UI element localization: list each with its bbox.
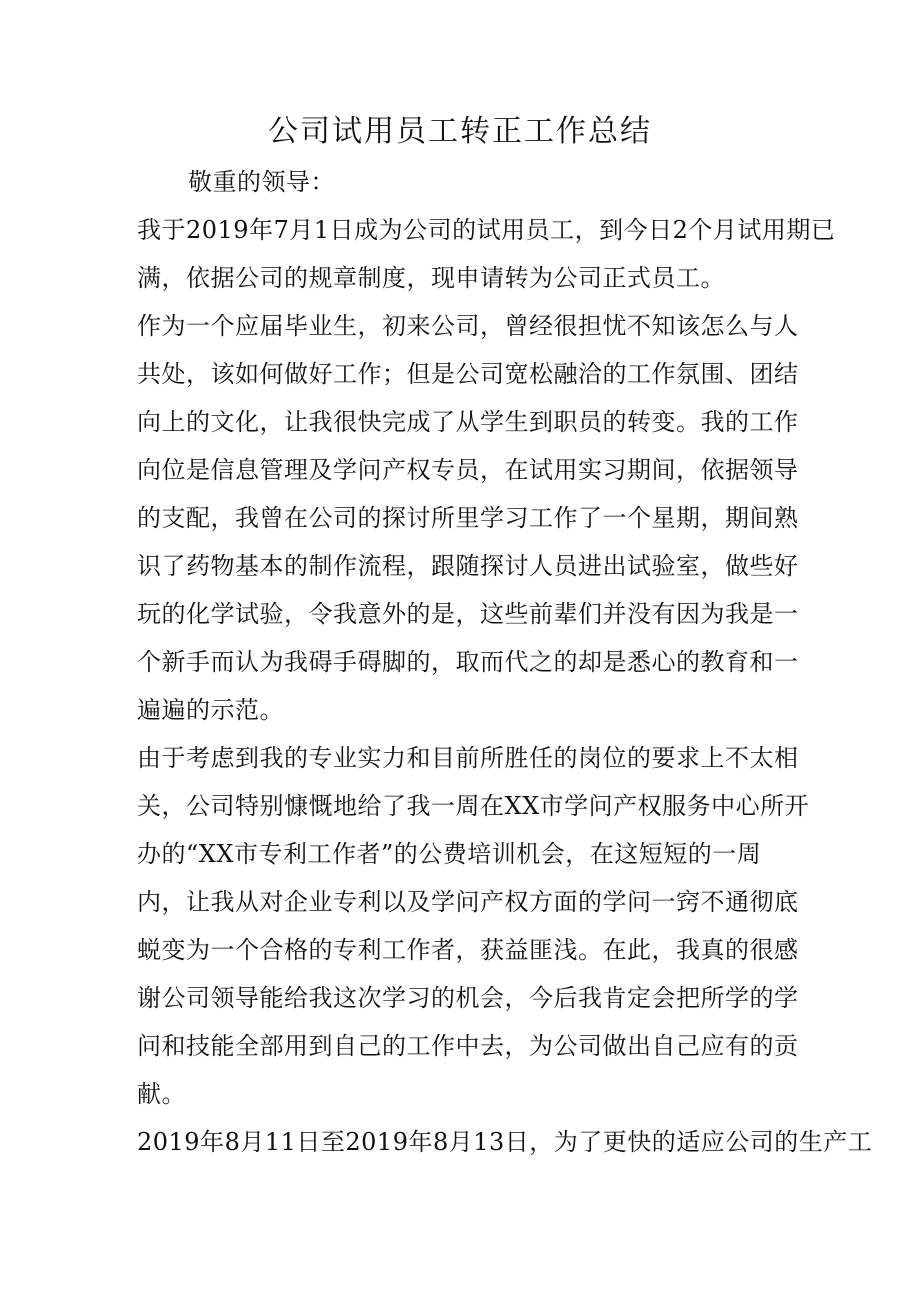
body-line: 玩的化学试验，令我意外的是，这些前辈们并没有因为我是一 <box>137 600 799 628</box>
body-line: 满，依据公司的规章制度，现申请转为公司正式员工。 <box>137 264 725 292</box>
body-line: 内，让我从对企业专利以及学问产权方面的学问一窍不通彻底 <box>137 888 799 916</box>
body-line: 办的“XX市专利工作者”的公费培训机会，在这短短的一周 <box>137 840 762 868</box>
document-title: 公司试用员工转正工作总结 <box>268 114 652 149</box>
body-line: 问和技能全部用到自己的工作中去，为公司做出自己应有的贡 <box>137 1032 799 1060</box>
body-line: 蜕变为一个合格的专利工作者，获益匪浅。在此，我真的很感 <box>137 936 799 964</box>
body-line: 向位是信息管理及学问产权专员，在试用实习期间，依据领导 <box>137 456 799 484</box>
body-line: 向上的文化，让我很快完成了从学生到职员的转变。我的工作 <box>137 408 799 436</box>
body-line: 的支配，我曾在公司的探讨所里学习工作了一个星期，期间熟 <box>137 504 799 532</box>
body-line: 关，公司特别慷慨地给了我一周在XX市学问产权服务中心所开 <box>137 792 810 820</box>
body-line: 遍遍的示范。 <box>137 696 284 724</box>
body-line: 献。 <box>137 1080 186 1108</box>
body-line: 识了药物基本的制作流程，跟随探讨人员进出试验室，做些好 <box>137 552 799 580</box>
body-line: 2019年8月11日至2019年8月13日，为了更快的适应公司的生产工 <box>137 1128 873 1156</box>
body-line: 共处，该如何做好工作；但是公司宽松融洽的工作氛围、团结 <box>137 360 799 388</box>
body-line: 谢公司领导能给我这次学习的机会，今后我肯定会把所学的学 <box>137 984 799 1012</box>
body-line: 我于2019年7月1日成为公司的试用员工，到今日2个月试用期已 <box>137 216 836 244</box>
body-line: 作为一个应届毕业生，初来公司，曾经很担忧不知该怎么与人 <box>137 312 799 340</box>
body-line: 由于考虑到我的专业实力和目前所胜任的岗位的要求上不太相 <box>137 744 799 772</box>
body-line: 个新手而认为我碍手碍脚的，取而代之的却是悉心的教育和一 <box>137 648 799 676</box>
salutation: 敬重的领导： <box>188 168 335 196</box>
